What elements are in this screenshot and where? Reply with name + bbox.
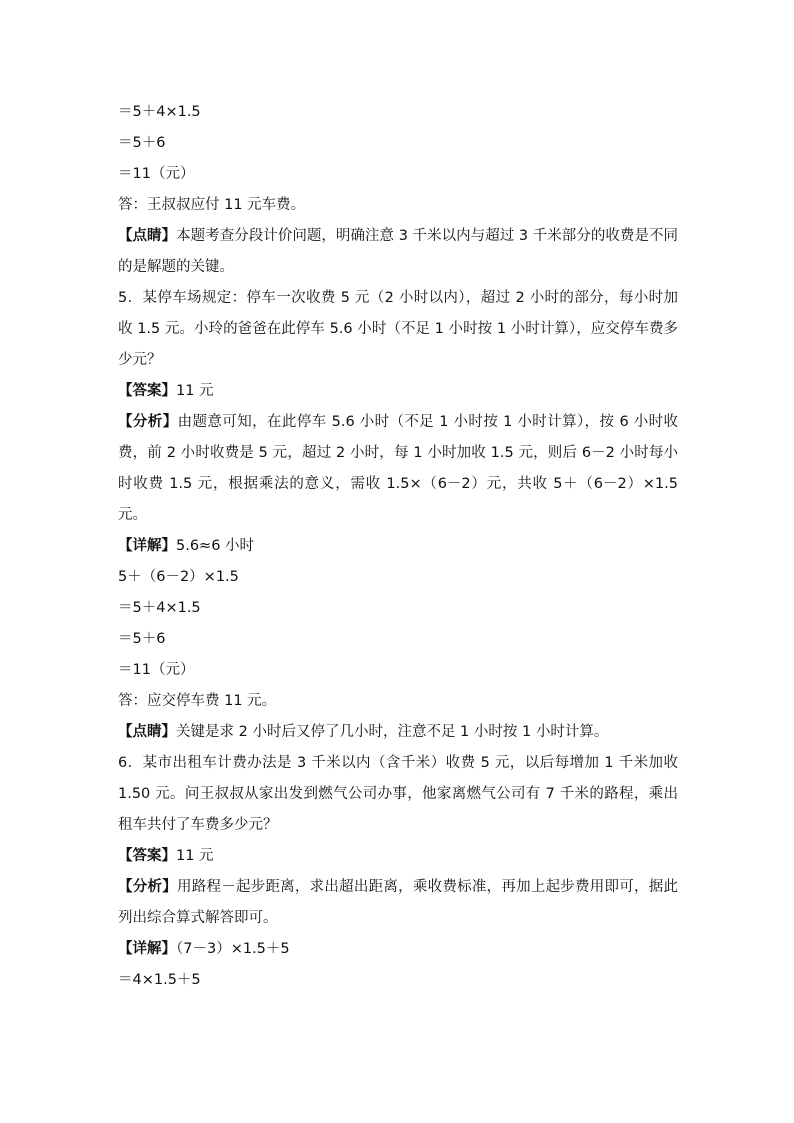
calc-line: ＝5＋6 bbox=[118, 135, 166, 151]
calc-line: ＝5＋6 bbox=[118, 631, 166, 647]
answer-paragraph bbox=[118, 376, 678, 407]
calc-line: ＝4×1.5＋5 bbox=[118, 972, 201, 988]
comment-label: 【点睛】 bbox=[118, 228, 177, 244]
comment-text: 关键是求 2 小时后又停了几小时，注意不足 1 小时按 1 小时计算。 bbox=[176, 724, 609, 740]
question-6: 6．某市出租车计费办法是 3 千米以内（含千米）收费 5 元，以后每增加 1 千米加收 1.50 元。问王叔叔从家出发到燃气公司办事，他家离燃气公司有 7 千米的路程，乘出租车共付了车费多少元？ bbox=[118, 755, 678, 833]
answer-line: 答：王叔叔应付 11 元车费。 bbox=[118, 197, 306, 213]
answer-label: 【答案】 bbox=[118, 383, 176, 399]
calc-line: ＝11（元） bbox=[118, 166, 195, 182]
comment-paragraph bbox=[118, 717, 678, 748]
comment-text: 本题考查分段计价问题，明确注意 3 千米以内与超过 3 千米部分的收费是不同的是解题的关键。 bbox=[118, 228, 679, 275]
answer-line: 答：应交停车费 11 元。 bbox=[118, 693, 277, 709]
detail-paragraph bbox=[118, 531, 678, 562]
answer-text: 11 元 bbox=[176, 383, 214, 399]
analysis-paragraph bbox=[118, 407, 678, 531]
calc-line: ＝11（元） bbox=[118, 662, 195, 678]
analysis-label: 【分析】 bbox=[118, 879, 177, 895]
detail-label: 【详解】 bbox=[118, 941, 176, 957]
analysis-paragraph bbox=[118, 872, 678, 934]
detail-paragraph bbox=[118, 934, 678, 965]
detail-text: （7－3）×1.5＋5 bbox=[176, 941, 290, 957]
answer-paragraph bbox=[118, 841, 678, 872]
analysis-label: 【分析】 bbox=[118, 414, 178, 430]
detail-label: 【详解】 bbox=[118, 538, 176, 554]
question-5: 5．某停车场规定：停车一次收费 5 元（2 小时以内），超过 2 小时的部分，每小时加收 1.5 元。小玲的爸爸在此停车 5.6 小时（不足 1 小时按 1 小时计算），应交停车费多少元？ bbox=[118, 290, 678, 368]
calc-line: ＝5＋4×1.5 bbox=[118, 600, 201, 616]
document-page bbox=[118, 97, 678, 996]
answer-text: 11 元 bbox=[176, 848, 214, 864]
answer-label: 【答案】 bbox=[118, 848, 176, 864]
analysis-text: 用路程－起步距离，求出超出距离，乘收费标准，再加上起步费用即可，据此列出综合算式解答即可。 bbox=[118, 879, 679, 926]
detail-text: 5.6≈6 小时 bbox=[176, 538, 255, 554]
comment-label: 【点睛】 bbox=[118, 724, 176, 740]
comment-paragraph bbox=[118, 221, 678, 283]
calc-line: 5＋（6－2）×1.5 bbox=[118, 569, 239, 585]
calc-line: ＝5＋4×1.5 bbox=[118, 104, 201, 120]
analysis-text: 由题意可知，在此停车 5.6 小时（不足 1 小时按 1 小时计算），按 6 小时收费，前 2 小时收费是 5 元，超过 2 小时，每 1 小时加收 1.5 元，则后 6－2 小时每小时收费 1.5 元，根据乘法的意义，需收 1.5×（6－2）元，共收 5＋（6－2）×1.5 元。 bbox=[118, 414, 679, 523]
